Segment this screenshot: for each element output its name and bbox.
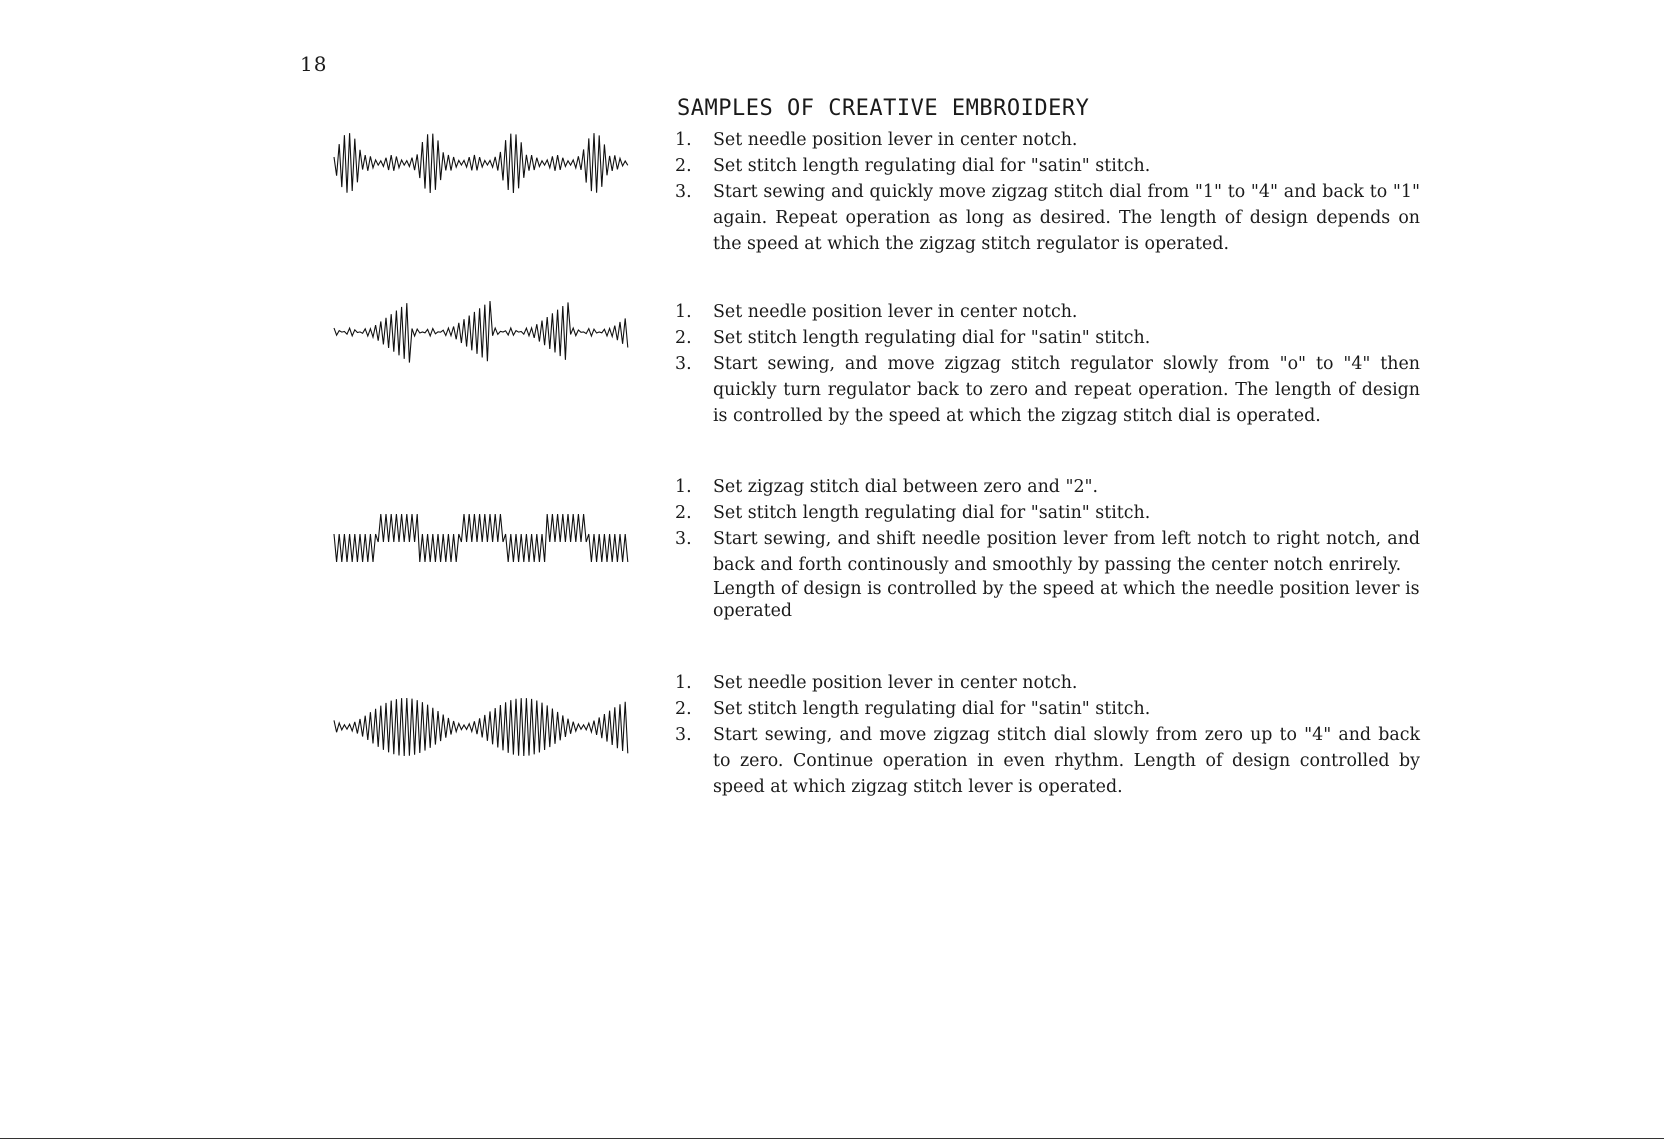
step-number: 1.	[675, 673, 692, 693]
instruction-step	[675, 325, 1420, 351]
instruction-section-1	[675, 127, 1420, 257]
step-text: Start sewing, and shift needle position lever from left notch to right notch, and back and forth continously and smoothly by passing the center notch enrirely.	[713, 529, 1420, 575]
step-number: 2.	[675, 503, 692, 523]
step-number: 3.	[675, 354, 692, 374]
step-number: 3.	[675, 529, 692, 549]
instruction-step	[675, 351, 1420, 429]
instruction-section-2	[675, 299, 1420, 429]
step-text: Set needle position lever in center notch.	[713, 302, 1078, 322]
zigzag-diamond-pattern-icon	[330, 687, 640, 767]
instruction-step	[675, 474, 1420, 500]
step-text: Set stitch length regulating dial for "satin" stitch.	[713, 156, 1151, 176]
instruction-step	[675, 696, 1420, 722]
step-number: 2.	[675, 328, 692, 348]
step-number: 2.	[675, 156, 692, 176]
section-note: Length of design is controlled by the speed at which the needle position lever is operated	[713, 579, 1420, 621]
page-bottom-rule	[0, 1138, 1664, 1139]
instruction-step	[675, 500, 1420, 526]
step-number: 3.	[675, 182, 692, 202]
step-number: 3.	[675, 725, 692, 745]
instruction-step	[675, 722, 1420, 800]
page-number: 18	[300, 52, 328, 76]
step-text: Set stitch length regulating dial for "satin" stitch.	[713, 503, 1151, 523]
instruction-step	[675, 179, 1420, 257]
step-number: 1.	[675, 477, 692, 497]
step-text: Set needle position lever in center notch.	[713, 130, 1078, 150]
step-number: 1.	[675, 302, 692, 322]
zigzag-bursts-pattern-icon	[330, 123, 640, 203]
step-text: Set stitch length regulating dial for "satin" stitch.	[713, 699, 1151, 719]
step-number: 1.	[675, 130, 692, 150]
instruction-section-4	[675, 670, 1420, 800]
instruction-step	[675, 670, 1420, 696]
step-text: Set needle position lever in center notch.	[713, 673, 1078, 693]
step-text: Start sewing and quickly move zigzag stitch dial from "1" to "4" and back to "1" again. Repeat operation as long as desired. The length of design depends on the speed at which the zigzag stitch regulator is operated.	[713, 182, 1420, 254]
step-text: Start sewing, and move zigzag stitch dial slowly from zero up to "4" and back to zero. Continue operation in even rhythm. Length of design controlled by speed at which zigzag stitch lever is operated.	[713, 725, 1420, 797]
instruction-step	[675, 153, 1420, 179]
instruction-step	[675, 526, 1420, 578]
step-text: Start sewing, and move zigzag stitch regulator slowly from "o" to "4" then quickly turn regulator back to zero and repeat operation. The length of design is controlled by the speed at which the zigzag stitch dial is operated.	[713, 354, 1420, 426]
instruction-step	[675, 299, 1420, 325]
step-number: 2.	[675, 699, 692, 719]
zigzag-stepped-pattern-icon	[330, 498, 640, 578]
step-text: Set zigzag stitch dial between zero and "2".	[713, 477, 1099, 497]
zigzag-ramp-pattern-icon	[330, 292, 640, 372]
instruction-step	[675, 127, 1420, 153]
instruction-section-3	[675, 474, 1420, 622]
step-text: Set stitch length regulating dial for "satin" stitch.	[713, 328, 1151, 348]
page-title: SAMPLES OF CREATIVE EMBROIDERY	[677, 96, 1090, 121]
